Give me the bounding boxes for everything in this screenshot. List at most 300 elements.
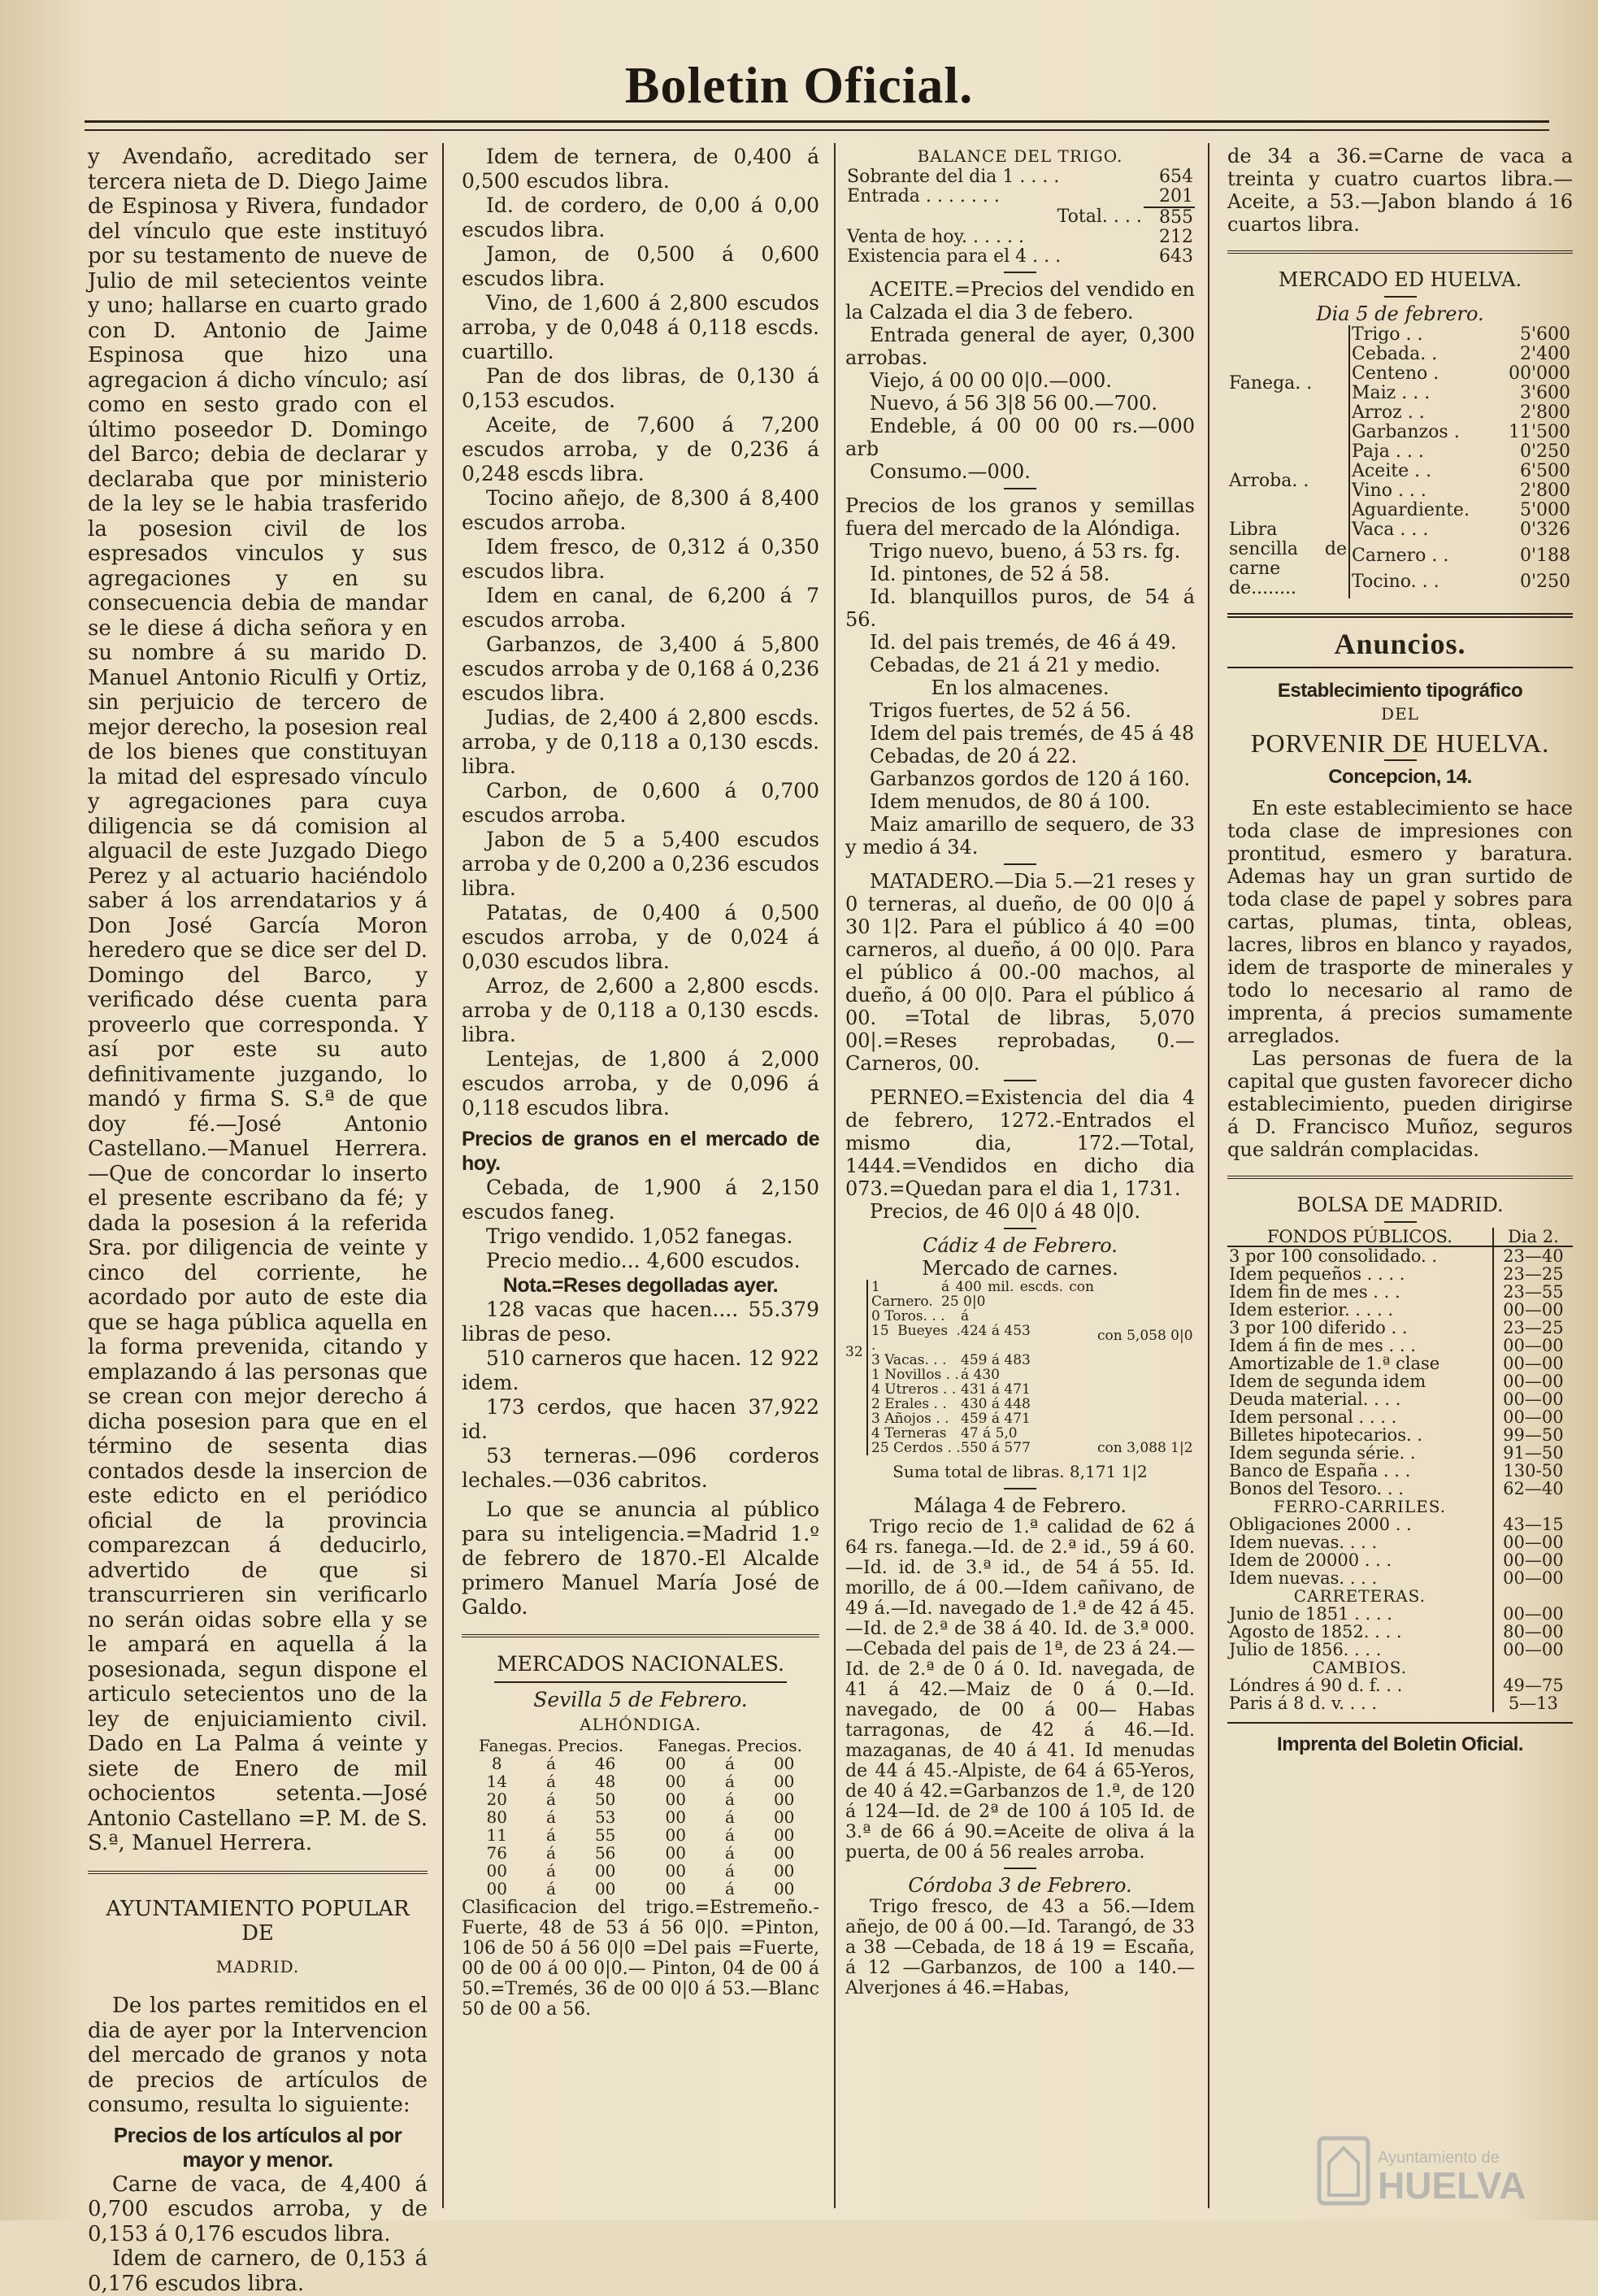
malaga-text: Trigo recio de 1.ª calidad de 62 á 64 rs. fanega.—Id. de 2.ª id., 59 á 60.—Id. id. de 3.ª id., de 54 á 55. Id. morillo, de á 00.—Idem cañivano, de 49 á.—Id. navegado de 1.ª de 42 á 45.—Id. de 2.ª de 38 á 40. Id. de 3.ª 000.—Cebada del pais de 1ª, de 23 á 24.—Id. de 2.ª de 0 á 0. Id. navegada, de 41 á 42.—Maiz de 0 á 0.—Id. navegado, de 00 á 00— Habas tarragonas, de 42 á 46.—Id. mazaganas, de 40 á 41. Id menudas de 44 á 45.-Alpiste, de 64 á 65-Yeros, de 40 á 42.=Garbanzos de 1.ª, de 120 á 124—Id. de 2ª de 100 á 105 Id. de 3.ª de 66 á 90.=Aceite de oliva á la puerta, de 00 á 56 reales arroba.: [845, 1517, 1195, 1863]
table-cell: 1 Novillos . .: [871, 1367, 959, 1383]
table-cell: 46: [594, 1754, 616, 1773]
table-cell: 5—13: [1493, 1694, 1573, 1712]
dia-header: Dia 2.: [1493, 1228, 1573, 1246]
fanega-group: [1227, 325, 1572, 442]
table-row: [462, 1808, 819, 1826]
almacenes-item: Idem del pais tremés, de 45 á 48: [870, 722, 1195, 745]
table-cell: 00: [665, 1807, 686, 1827]
table-cell: á: [545, 1843, 556, 1863]
table-row: [1227, 1462, 1573, 1480]
matadero-text: MATADERO.—Dia 5.—21 reses y 0 terneras, al dueño, de 00 0|0 á 30 1|2. Para el público á 40 =00 carneros, al dueño, á 00 0|0. Para el público á 00.-00 machos, al dueño, á 00 0|0. Para el público á 00. =Total de libras, 5,070 00|.=Reses reprobadas, 0.—Carneros, 00.: [845, 870, 1195, 1075]
table-row: Venta de hoy. . . . . . 212: [847, 227, 1193, 247]
granos-item: Cebadas, de 21 á 21 y medio.: [870, 654, 1161, 676]
clasificacion-text: Clasificacion del trigo.=Estremeño.-Fuerte, 48 de 53 á 56 0|0. =Pinton, 106 de 50 á 56 0|0 =Del pais =Fuerte, 00 de 00 á 00 0|0.— Pinton, 04 de 00 á 50.=Tremés, 36 de 00 0|0 á 53.—Blanc 50 de 00 a 56.: [462, 1898, 819, 2020]
dash-divider: [1004, 1868, 1036, 1869]
logo-text: Ayuntamiento de: [1378, 2149, 1500, 2167]
section-divider: [1227, 667, 1573, 668]
concepcion-address: Concepcion, 14.: [1328, 766, 1472, 788]
ayuntamiento-city: MADRID.: [215, 1956, 300, 1976]
cadiz-con: con 3,088 1|2: [1097, 1440, 1193, 1456]
logo-text: HUELVA: [1378, 2164, 1526, 2207]
table-cell: Banco de España . . .: [1229, 1461, 1411, 1481]
ferro-heading: FERRO-CARRILES.: [1273, 1497, 1447, 1516]
table-cell: Idem de 20000 . . .: [1229, 1550, 1392, 1570]
column-2: [462, 145, 819, 2020]
table-cell: Tocino. . .: [1352, 572, 1440, 592]
table-row: [462, 1844, 819, 1862]
arroba-group: [1227, 442, 1572, 520]
price-item: Idem de ternera, de 0,400 á 0,500 escudos libra.: [462, 145, 819, 193]
table-row: Entrada . . . . . . . 201: [847, 186, 1193, 207]
table-cell: Trigo . .: [1352, 324, 1423, 345]
table-row: [1227, 325, 1572, 345]
table-cell: 3'600: [1519, 383, 1570, 403]
cadiz-rows: [866, 1280, 1094, 1455]
table-cell: 0'250: [1519, 441, 1570, 462]
nota-heading: Nota.=Reses degolladas ayer.: [502, 1274, 779, 1297]
table-cell: Fanega. .: [1227, 325, 1349, 442]
table-row: [1227, 1641, 1573, 1659]
table-row: [462, 1862, 819, 1880]
table-cell: 550 á 577: [961, 1440, 1031, 1456]
table-cell: 15 Bueyes . .: [871, 1323, 961, 1354]
table-cell: 14: [486, 1772, 507, 1791]
cadiz-row: [871, 1382, 1094, 1397]
table-cell: Idem nuevas. . . .: [1229, 1533, 1378, 1552]
price-item: Id. de cordero, de 0,00 á 0,00 escudos libra.: [462, 194, 819, 241]
cadiz-con: con 5,058 0|0: [1097, 1328, 1193, 1344]
granos-heading: Precios de granos en el mercado de hoy.: [462, 1128, 819, 1175]
column-3: [845, 145, 1195, 1998]
malaga-date: Málaga 4 de Febrero.: [914, 1494, 1127, 1517]
table-cell: Vino . . .: [1352, 481, 1426, 501]
table-row: [1227, 1337, 1573, 1355]
ayuntamiento-huelva-logo: [1313, 2130, 1557, 2211]
table-cell: Idem á fin de mes . . .: [1229, 1336, 1416, 1355]
table-cell: 5'600: [1519, 324, 1570, 345]
table-cell: Arroba. .: [1227, 442, 1349, 520]
section-divider: [462, 1634, 819, 1637]
granos-item: Id. del pais tremés, de 46 á 49.: [870, 631, 1177, 654]
table-cell: á: [545, 1789, 556, 1809]
table-row: [1227, 1605, 1573, 1623]
table-cell: 2'800: [1519, 481, 1570, 501]
granos-item: Id. pintones, de 52 á 58.: [870, 563, 1110, 585]
table-cell: Idem personal . . . .: [1229, 1407, 1397, 1427]
sevilla-date: Sevilla 5 de Febrero.: [533, 1688, 748, 1711]
price-item: Judias, de 2,400 á 2,800 escds. arroba, y de 0,118 a 0,130 escds. libra.: [462, 706, 819, 778]
table-cell: 50: [594, 1789, 616, 1809]
table-cell: 00: [773, 1807, 795, 1827]
table-cell: á: [724, 1772, 735, 1791]
table-cell: 430 á 448: [961, 1396, 1031, 1412]
granos-item: Precio medio... 4,600 escudos.: [486, 1249, 801, 1272]
fondos-header: FONDOS PÚBLICOS.: [1227, 1228, 1493, 1246]
aceite-text: Nuevo, á 56 3|8 56 00.—700.: [870, 392, 1158, 415]
table-cell: 00: [665, 1789, 686, 1809]
table-cell: 0 Toros. . .: [871, 1308, 945, 1324]
table-cell: 130-50: [1493, 1462, 1573, 1480]
table-cell: Obligaciones 2000 . .: [1229, 1515, 1412, 1534]
table-cell: 5'000: [1519, 500, 1570, 520]
dash-divider: [1004, 488, 1036, 489]
cordoba-text: Trigo fresco, de 43 a 56.—Idem añejo, de 00 á 00.—Id. Tarangó, de 33 a 38 —Cebada, de 18 á 19 = Escaña, á 12 —Garbanzos, de 100 a 140.—Alverjones á 46.=Habas,: [845, 1897, 1195, 1998]
aceite-text: Endeble, á 00 00 00 rs.—000 arb: [845, 415, 1195, 460]
cadiz-row: [871, 1411, 1094, 1426]
table-cell: Libra sencilla de carne de........: [1227, 520, 1349, 598]
ayuntamiento-text: De los partes remitidos en el dia de ayer por la Intervencion del mercado de granos y nota de precios de artículos de consumo, resulta lo siguiente:: [88, 1994, 428, 2117]
price-item: Vino, de 1,600 á 2,800 escudos arroba, y de 0,048 á 0,118 escds. cuartillo.: [462, 291, 819, 363]
table-cell: 3 por 100 diferido . .: [1229, 1318, 1408, 1337]
table-cell: 80: [486, 1807, 507, 1827]
dash-divider: [1004, 863, 1036, 865]
price-item: Patatas, de 0,400 á 0,500 escudos arroba, y de 0,024 á 0,030 escudos libra.: [462, 901, 819, 973]
table-cell: 76: [486, 1843, 507, 1863]
table-cell: Arroz . .: [1352, 402, 1425, 423]
almacenes-item: Cebadas, de 20 á 22.: [870, 745, 1077, 768]
table-cell: Idem esterior. . . . .: [1229, 1300, 1394, 1320]
table-cell: 2 Erales . .: [871, 1396, 947, 1412]
table-cell: 55: [594, 1825, 616, 1845]
table-cell: Paja . . .: [1352, 441, 1424, 462]
table-cell: Aguardiente.: [1352, 500, 1470, 520]
table-cell: 00—00: [1493, 1533, 1573, 1551]
perneo-precios: Precios, de 46 0|0 á 48 0|0.: [870, 1200, 1140, 1223]
table-cell: 431 á 471: [961, 1381, 1031, 1398]
ayuntamiento-title: AYUNTAMIENTO POPULAR DE: [106, 1896, 410, 1946]
price-item: Lentejas, de 1,800 á 2,000 escudos arroba, y de 0,096 á 0,118 escudos libra.: [462, 1047, 819, 1120]
table-cell: Agosto de 1852. . . .: [1229, 1622, 1402, 1642]
huelva-table: [1227, 325, 1573, 598]
price-item: Tocino añejo, de 8,300 á 8,400 escudos arroba.: [462, 486, 819, 534]
granos-item: Trigo vendido. 1,052 fanegas.: [486, 1224, 793, 1248]
table-row: [1227, 1623, 1573, 1641]
huelva-title: MERCADO ED HUELVA.: [1278, 268, 1522, 291]
table-cell: 1 Carnero.: [871, 1279, 933, 1310]
table-cell: 3 por 100 consolidado. .: [1229, 1246, 1438, 1266]
table-cell: Paris á 8 d. v. . . .: [1229, 1694, 1378, 1713]
bolsa-title: BOLSA DE MADRID.: [1296, 1194, 1504, 1216]
table-cell: 00—00: [1493, 1551, 1573, 1569]
cadiz-date: Cádiz 4 de Febrero.: [923, 1234, 1118, 1257]
table-cell: Junio de 1851 . . . .: [1229, 1604, 1392, 1624]
price-item: Jamon, de 0,500 á 0,600 escudos libra.: [462, 242, 819, 290]
balance-table: [845, 167, 1195, 267]
table-cell: 00—00: [1493, 1408, 1573, 1426]
table-row: [1227, 1694, 1573, 1712]
section-divider: [1227, 1722, 1573, 1724]
table-cell: á: [724, 1843, 735, 1863]
table-cell: 00—00: [1493, 1372, 1573, 1390]
table-cell: 0'188: [1519, 546, 1570, 566]
granos-item: Cebada, de 1,900 á 2,150 escudos faneg.: [462, 1176, 819, 1224]
dash-divider: [1004, 1228, 1036, 1229]
section-divider: [88, 1871, 428, 1874]
table-cell: 6'500: [1519, 461, 1570, 481]
table-cell: á: [724, 1825, 735, 1845]
table-cell: 47 á 5,0: [961, 1425, 1018, 1442]
aceite-text: Consumo.—000.: [870, 460, 1031, 483]
table-cell: 48: [594, 1772, 616, 1791]
table-cell: 00: [665, 1861, 686, 1881]
table-row: [462, 1826, 819, 1844]
dash-divider: [1004, 272, 1036, 273]
price-item: Aceite, de 7,600 á 7,200 escudos arroba, y de 0,236 á 0,248 escds libra.: [462, 413, 819, 485]
table-cell: Centeno .: [1352, 363, 1440, 384]
carreteras-heading: CARRETERAS.: [1293, 1586, 1426, 1606]
table-cell: 23—25: [1493, 1319, 1573, 1337]
table-cell: 49—75: [1493, 1676, 1573, 1694]
almacenes-item: Trigos fuertes, de 52 á 56.: [870, 699, 1131, 722]
dash-divider: [1384, 759, 1417, 761]
table-cell: 00: [773, 1861, 795, 1881]
table-cell: 99—50: [1493, 1426, 1573, 1444]
table-cell: 80—00: [1493, 1623, 1573, 1641]
fondos-rows: [1227, 1246, 1573, 1498]
anuncios-heading: Anuncios.: [1334, 628, 1466, 660]
bolsa-table: [1227, 1228, 1573, 1712]
table-cell: 4 Terneras: [871, 1425, 947, 1442]
mercados-title: MERCADOS NACIONALES.: [497, 1652, 784, 1676]
table-cell: Lóndres á 90 d. f. . .: [1229, 1676, 1403, 1695]
almacenes-item: Idem menudos, de 80 á 100.: [870, 790, 1151, 813]
nota-item: 510 carneros que hacen. 12 922 idem.: [462, 1346, 819, 1394]
table-cell: Idem de segunda idem: [1229, 1372, 1426, 1391]
table-cell: 459 á 483: [961, 1352, 1031, 1368]
table-cell: Carnero . .: [1352, 546, 1449, 566]
table-row: [1227, 1676, 1573, 1694]
table-cell: á 400 mil. escds. con 25 0|0: [941, 1279, 1094, 1310]
table-cell: 23—55: [1493, 1283, 1573, 1301]
dash-divider: [1384, 1221, 1417, 1223]
table-cell: 25 Cerdos . .: [871, 1440, 961, 1456]
table-row: [1227, 1319, 1573, 1337]
table-cell: 459 á 471: [961, 1411, 1031, 1427]
nota-item: 128 vacas que hacen.... 55.379 libras de peso.: [462, 1298, 819, 1346]
table-cell: á: [961, 1308, 970, 1324]
table-cell: 62—40: [1493, 1480, 1573, 1498]
cadiz-heading: Mercado de carnes.: [922, 1257, 1118, 1280]
table-cell: 00—00: [1493, 1390, 1573, 1408]
table-cell: 00—00: [1493, 1337, 1573, 1355]
table-cell: 00—00: [1493, 1355, 1573, 1372]
dash-divider: [1004, 1080, 1036, 1081]
table-cell: 91—50: [1493, 1444, 1573, 1462]
cadiz-row: [871, 1368, 1094, 1382]
anuncio-text: En este establecimiento se hace toda clase de impresiones con prontitud, esmero y baratura. Ademas hay un gran surtido de toda clase de papel y sobres para cartas, plumas, tinta, obleas, lacres, libros en blanco y rayados, idem de trasporte de minerales y todo lo necesario al ramo de imprenta, á precios sumamente arreglados.: [1227, 797, 1573, 1047]
almacenes-heading: En los almacenes.: [931, 676, 1109, 699]
cordoba-date: Córdoba 3 de Febrero.: [908, 1874, 1132, 1897]
section-divider: [1227, 1176, 1573, 1179]
table-row: [1227, 1246, 1573, 1265]
price-item: Carbon, de 0,600 á 0,700 escudos arroba.: [462, 779, 819, 827]
aceite-text: Entrada general de ayer, 0,300 arrobas.: [845, 324, 1195, 369]
table-cell: 00: [486, 1879, 507, 1898]
table-cell: á: [545, 1861, 556, 1881]
table-cell: Garbanzos .: [1352, 422, 1460, 442]
table-cell: 00: [486, 1861, 507, 1881]
aceite-text: ACEITE.=Precios del vendido en la Calzada el dia 3 de febero.: [845, 278, 1195, 324]
masthead-rule: [85, 120, 1549, 131]
table-cell: 20: [486, 1789, 507, 1809]
table-cell: 4 Utreros . .: [871, 1381, 957, 1398]
table-cell: 00: [773, 1754, 795, 1773]
table-cell: 43—15: [1493, 1515, 1573, 1533]
table-cell: 2'400: [1519, 344, 1570, 364]
table-cell: Idem pequeños . . . .: [1229, 1264, 1405, 1284]
table-cell: 00: [773, 1789, 795, 1809]
column-divider: [834, 143, 836, 2208]
masthead-title: Boletin Oficial.: [624, 56, 974, 114]
table-cell: Julio de 1856. . . .: [1229, 1640, 1382, 1659]
table-cell: á: [724, 1807, 735, 1827]
dash-divider: [1384, 296, 1417, 298]
table-cell: Deuda material. . . .: [1229, 1389, 1401, 1409]
table-cell: 11'500: [1508, 422, 1570, 442]
table-row: [1227, 1408, 1573, 1426]
ferro-rows: [1227, 1515, 1573, 1587]
cadiz-row: [871, 1309, 1094, 1324]
section-divider: [1227, 613, 1573, 618]
table-cell: 3 Añojos . .: [871, 1411, 949, 1427]
closing-notice: Lo que se anuncia al público para su inteligencia.=Madrid 1.º de febrero de 1870.-El Alcalde primero Manuel María José de Galdo.: [462, 1498, 819, 1619]
cadiz-row: [871, 1280, 1094, 1309]
table-cell: Amortizable de 1.ª clase: [1229, 1354, 1440, 1373]
table-cell: Idem fin de mes . . .: [1229, 1282, 1400, 1302]
balance-title: BALANCE DEL TRIGO.: [917, 146, 1123, 166]
nota-item: 173 cerdos, que hacen 37,922 id.: [462, 1395, 819, 1443]
alhondiga-heading: ALHÓNDIGA.: [580, 1715, 701, 1734]
table-row: Total. . . . 855: [1057, 207, 1193, 228]
cadiz-suma: Suma total de libras. 8,171 1|2: [892, 1462, 1148, 1481]
section-divider: [494, 1681, 787, 1683]
table-cell: 00: [773, 1825, 795, 1845]
table-cell: 00: [773, 1879, 795, 1898]
dash-divider: [1004, 1488, 1036, 1489]
price-item: Pan de dos libras, de 0,130 á 0,153 escudos.: [462, 364, 819, 412]
table-cell: 11: [486, 1825, 507, 1845]
price-item: Idem de carnero, de 0,153 á 0,176 escudos libra.: [88, 2246, 428, 2296]
table-cell: 00: [665, 1825, 686, 1845]
table-cell: 56: [594, 1843, 616, 1863]
price-item: Idem en canal, de 6,200 á 7 escudos arroba.: [462, 584, 819, 632]
granos-item: Id. blanquillos puros, de 54 á 56.: [845, 585, 1195, 631]
column-4: [1227, 145, 1573, 1756]
table-row: [1227, 1426, 1573, 1444]
table-cell: á 430: [961, 1367, 1000, 1383]
table-cell: á: [724, 1789, 735, 1809]
perneo-text: PERNEO.=Existencia del dia 4 de febrero, 1272.-Entrados el mismo dia, 172.—Total, 1444.=Vendidos en dicho dia 073.=Quedan para el dia 1, 1731.: [845, 1086, 1195, 1200]
table-cell: 00: [665, 1879, 686, 1898]
table-cell: Cebada. .: [1352, 344, 1438, 364]
table-row: [1227, 1301, 1573, 1319]
table-cell: á: [545, 1772, 556, 1791]
table-cell: 00—00: [1493, 1641, 1573, 1659]
table-cell: 00: [665, 1772, 686, 1791]
del-label: DEL: [1381, 704, 1419, 724]
table-cell: 0'250: [1519, 572, 1570, 592]
table-cell: Idem segunda série. .: [1229, 1443, 1416, 1463]
table-cell: 0'326: [1519, 520, 1570, 540]
price-item: Idem fresco, de 0,312 á 0,350 escudos libra.: [462, 535, 819, 583]
table-cell: 424 á 453: [961, 1323, 1031, 1339]
table-cell: 00: [594, 1879, 616, 1898]
table-row: Sobrante del dia 1 . . . . 654: [847, 167, 1193, 187]
table-cell: Aceite . .: [1352, 461, 1432, 481]
column-divider: [442, 143, 444, 2208]
table-body: [462, 1755, 819, 1898]
table-cell: 00: [594, 1861, 616, 1881]
table-cell: 2'800: [1519, 402, 1570, 423]
column-divider: [1208, 143, 1209, 2208]
table-row: [462, 1755, 819, 1772]
table-row: [1227, 1551, 1573, 1569]
table-row: [1227, 1444, 1573, 1462]
table-row: [1227, 520, 1572, 546]
table-row: [462, 1880, 819, 1898]
table-cell: 00: [773, 1772, 795, 1791]
price-item: Jabon de 5 a 5,400 escudos arroba y de 0,200 a 0,236 escudos libra.: [462, 828, 819, 900]
table-cell: 00—00: [1493, 1301, 1573, 1319]
granos-item: Trigo nuevo, bueno, á 53 rs. fg.: [870, 540, 1181, 563]
table-row: [1227, 1515, 1573, 1533]
table-cell: 23—25: [1493, 1265, 1573, 1283]
table-cell: 53: [594, 1807, 616, 1827]
table-cell: 8: [491, 1754, 502, 1773]
legal-notice-text: y Avendaño, acreditado ser tercera nieta de D. Diego Jaime de Espinosa y Rivera, fundador del vínculo que este instituyó por su testamento de nueve de Julio de mil setecientos veinte y uno; hallarse en cuarto grado con D. Antonio de Jaime Espinosa que hizo una agregacion á dicho vínculo; así como en sesto grado con el último poseedor D. Domingo del Barco; debia de declarar y declaraba que por ministerio de la ley se le habia trasferido la posesion civil de los espresados vinculos y sus agregaciones y en su consecuencia debia de mandar se le diese á dicha señora y en su nombre á su marido D. Manuel Antonio Riculfi y Ortiz, sin perjuicio de tercero de mejor derecho, la posesion real de los bienes que constituyan la mitad del espresado vínculo y agregaciones para cuya diligencia se dá comision al alguacil de este Juzgado Diego Perez y al actuario haciéndolo saber á los arrendatarios y á Don José García Moron heredero que se dice ser del D. Domingo del Barco, y verificado dése cuenta para proveerlo que corresponda. Y así por este su auto definitivamente juzgando, lo mandó y firma S. S.ª de que doy fé.—José Antonio Castellano.—Manuel Herrera.—Que de concordar lo inserto el presente escribano da fé; y dada la posesion á la referida Sra. por diligencia de veinte y cinco del corriente, he acordado por auto de este dia que se haga pública aquella en la forma prevenida, citando y emplazando á las personas que se crean con mejor derecho á dicha posesion para que en el término de sesenta dias contados desde la insercion de este edicto en el periódico oficial de la provincia comparezcan á deducirlo, advertido de que si transcurrieren sin verificarlo no serán oidas sobre ella y se le ampará en aquella á la posesionada, segun dispone el articulo setecientos uno de la ley de enjuiciamiento civil. Dado en La Palma á veinte y siete de Enero de mil ochocientos setenta.—José Antonio Castellano =P. M. de S. S.ª, Manuel Herrera.: [88, 145, 428, 1855]
carreteras-rows: [1227, 1605, 1573, 1659]
table-row: [462, 1790, 819, 1808]
precios-heading: Precios de los artículos al por mayor y menor.: [113, 2122, 402, 2172]
table-cell: Idem nuevas. . . .: [1229, 1568, 1378, 1588]
cadiz-row: [871, 1397, 1094, 1411]
table-row: [1227, 1372, 1573, 1390]
table-header: Fanegas. Precios.: [478, 1736, 623, 1755]
table-cell: á: [724, 1879, 735, 1898]
table-cell: Billetes hipotecarios. .: [1229, 1425, 1423, 1445]
table-cell: 00'000: [1508, 363, 1570, 384]
table-cell: Vaca . . .: [1352, 520, 1429, 540]
table-row: [1227, 1390, 1573, 1408]
table-cell: 00: [665, 1843, 686, 1863]
cadiz-row: [871, 1426, 1094, 1441]
granos-intro: Precios de los granos y semillas fuera del mercado de la Alóndiga.: [845, 494, 1195, 540]
aceite-text: Viejo, á 00 00 0|0.—000.: [870, 369, 1112, 392]
establecimiento-heading: Establecimiento tipográfico: [1277, 680, 1523, 702]
table-cell: á: [724, 1754, 735, 1773]
table-row: [1227, 1569, 1573, 1587]
column-1: [88, 145, 428, 2296]
table-row: [1227, 442, 1572, 462]
price-item: Arroz, de 2,600 a 2,800 escds. arroba y de 0,118 a 0,130 escds. libra.: [462, 974, 819, 1046]
cadiz-row: [871, 1353, 1094, 1368]
table-cell: á: [545, 1825, 556, 1845]
table-cell: 00: [773, 1843, 795, 1863]
table-cell: á: [545, 1754, 556, 1773]
table-cell: á: [545, 1879, 556, 1898]
almacenes-item: Garbanzos gordos de 120 á 160.: [870, 768, 1191, 790]
table-row: [1227, 1265, 1573, 1283]
section-divider: [1227, 250, 1573, 254]
cadiz-table: [845, 1280, 1195, 1455]
table-cell: 3 Vacas. . .: [871, 1352, 947, 1368]
cambios-rows: [1227, 1676, 1573, 1712]
table-cell: Bonos del Tesoro. . .: [1229, 1479, 1404, 1498]
libra-group: [1227, 520, 1572, 598]
nota-item: 53 terneras.—096 corderos lechales.—036 cabritos.: [462, 1444, 819, 1492]
table-row: [1227, 1355, 1573, 1372]
cadiz-row: [871, 1441, 1094, 1455]
